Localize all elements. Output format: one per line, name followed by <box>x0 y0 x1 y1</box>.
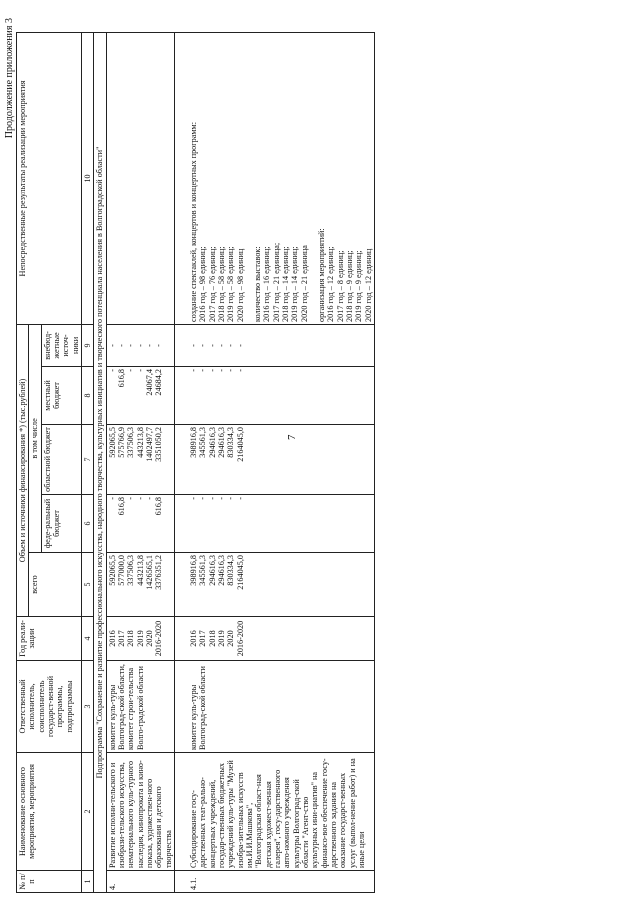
list-line: - <box>235 344 245 347</box>
col-number: 2 <box>82 753 94 871</box>
list-line: 398916,8 <box>188 555 198 586</box>
list-line: - <box>207 369 217 372</box>
list-line: - <box>198 344 208 347</box>
list-line: 294616,3 <box>207 555 217 586</box>
list-line: 2020 год – 98 единиц <box>235 248 245 322</box>
list-line: 2016-2020 <box>154 620 164 657</box>
header-name: Наименование основного мероприятия, мероприятия <box>17 753 82 871</box>
appendix-caption: Продолжение приложения 3 <box>4 18 15 139</box>
total-amount <box>174 553 374 617</box>
list-line: 2017 год – 8 единиц; <box>335 250 345 322</box>
years <box>174 617 374 661</box>
list-line: 830334,3 <box>226 427 236 458</box>
header-local: местный бюджет <box>41 367 81 425</box>
list-line: - <box>144 344 154 347</box>
executor: комитет куль-туры Волгоград-ской области, комитет строи-тельства Волго-градской области <box>106 661 174 753</box>
table-row <box>174 32 374 892</box>
col-number: 4 <box>82 617 94 661</box>
list-line: - <box>107 369 117 372</box>
financing-table <box>16 32 375 893</box>
col-number: 1 <box>82 871 94 893</box>
list-line: 2018 год – 14 единиц; <box>281 246 291 322</box>
list-line: 575766,9 <box>116 427 126 458</box>
list-line: 2016 <box>107 630 117 647</box>
list-line: - <box>226 497 236 500</box>
list-line: количество выставок: <box>252 246 262 322</box>
list-line: 2019 год – 58 единиц; <box>226 246 236 322</box>
regional-amount <box>106 425 174 495</box>
list-line: 2018 <box>207 630 217 647</box>
page-number: 7 <box>286 434 298 440</box>
list-line: 2017 год – 76 единиц; <box>207 246 217 322</box>
list-line: создание спектаклей, концертов и концертных программ: <box>188 122 198 322</box>
list-line: 2017 <box>198 630 208 647</box>
list-line: 398916,8 <box>188 427 198 458</box>
col-number: 9 <box>82 324 94 366</box>
list-line: 2016 год – 98 единиц; <box>198 246 208 322</box>
list-line: 592065,5 <box>107 427 117 458</box>
row-number: 4. <box>106 871 174 893</box>
row-number: 4.1. <box>174 871 374 893</box>
list-line: 2020 <box>226 630 236 647</box>
list-line: - <box>216 497 226 500</box>
list-line: 345561,3 <box>198 427 208 458</box>
list-line: - <box>235 369 245 372</box>
list-line: 2016-2020 <box>235 620 245 657</box>
col-number: 7 <box>82 425 94 495</box>
regional-amount <box>174 425 374 495</box>
executor: комитет куль-туры Волгоград-ской области <box>174 661 374 753</box>
list-line: - <box>135 369 145 372</box>
list-line: - <box>154 344 164 347</box>
list-line: 616,8 <box>116 497 126 516</box>
list-line: 294616,3 <box>216 555 226 586</box>
list-line: 2019 <box>135 630 145 647</box>
years <box>106 617 174 661</box>
list-line: 24067,4 <box>144 369 154 396</box>
header-num: № п/п <box>17 871 82 893</box>
col-number: 5 <box>82 553 94 617</box>
col-number: 8 <box>82 367 94 425</box>
list-line: 2020 <box>144 630 154 647</box>
list-line: - <box>135 344 145 347</box>
list-line: 592065,5 <box>107 555 117 586</box>
list-line: - <box>135 497 145 500</box>
list-line: 443213,8 <box>135 427 145 458</box>
result <box>174 32 374 324</box>
list-line: 2018 год – 9 единиц; <box>345 250 355 322</box>
list-line: 2018 <box>126 630 136 647</box>
header-in-that: в том числе <box>29 324 41 552</box>
list-line: - <box>126 369 136 372</box>
list-line <box>309 35 317 322</box>
list-line: 2020 год – 12 единиц <box>363 248 373 322</box>
list-line: 616,8 <box>154 497 164 516</box>
list-line: 2018 год – 58 единиц; <box>216 246 226 322</box>
list-line: 2019 год – 9 единиц; <box>354 250 364 322</box>
list-line: 830334,3 <box>226 555 236 586</box>
list-line: - <box>107 497 117 500</box>
list-line: 2017 год – 21 единица; <box>271 242 281 322</box>
header-total: всего <box>29 553 82 617</box>
list-line: - <box>126 497 136 500</box>
activity-name: Субсидирование госу-дарственных теат-рально-концертных учреждений, государ-ственных бюджетных учреждений куль-туры "Музей изобра-зительных искусств им.И.И.Машкова", "Волгоградская област-ная детская художест-венная галерея", госу-дарственного авто-номного учреждения культуры Волгоград-ской области "Агент-ство культурных ини-циатив" на финансо-вое обеспечение госу-дарственного задания на оказание государст-венных услуг (выпол-нение работ) и на иные цели <box>174 753 374 871</box>
federal-amount <box>174 495 374 553</box>
header-result: Непосредственные результаты реализации мероприятия <box>17 32 82 324</box>
list-line: 577000,0 <box>116 555 126 586</box>
list-line: 2016 год – 16 единиц; <box>262 246 272 322</box>
header-financing: Объем и источники финансирования *) (тыс.рублей) <box>17 324 29 616</box>
list-line: 2016 год – 12 единиц; <box>326 246 336 322</box>
list-line: - <box>207 344 217 347</box>
result <box>106 32 174 324</box>
extra-amount <box>106 324 174 366</box>
header-regional: областной бюджет <box>41 425 81 495</box>
list-line: 3376351,2 <box>154 555 164 590</box>
list-line: - <box>207 497 217 500</box>
list-line: - <box>188 497 198 500</box>
table-row <box>106 32 174 892</box>
list-line: - <box>188 344 198 347</box>
list-line: 337506,3 <box>126 555 136 586</box>
extra-amount <box>174 324 374 366</box>
list-line: - <box>116 344 126 347</box>
list-line: 294616,3 <box>216 427 226 458</box>
list-line: - <box>235 497 245 500</box>
list-line: - <box>107 344 117 347</box>
list-line: 1402497,7 <box>144 427 154 462</box>
list-line: 2017 <box>116 630 126 647</box>
list-line: - <box>226 344 236 347</box>
list-line: 616,8 <box>116 369 126 388</box>
local-amount <box>106 367 174 425</box>
list-line: 294616,3 <box>207 427 217 458</box>
total-amount <box>106 553 174 617</box>
list-line: 2164045,0 <box>235 427 245 462</box>
list-line: 443213,8 <box>135 555 145 586</box>
list-line: - <box>216 369 226 372</box>
col-number: 3 <box>82 661 94 753</box>
col-number: 10 <box>82 32 94 324</box>
col-number: 6 <box>82 495 94 553</box>
list-line: 1426565,1 <box>144 555 154 590</box>
list-line: - <box>188 369 198 372</box>
list-line: - <box>226 369 236 372</box>
list-line: - <box>198 369 208 372</box>
header-year: Год реали-зации <box>17 617 82 661</box>
list-line: - <box>198 497 208 500</box>
activity-name: Развитие исполни-тельского и изобрази-тельского искусства, нематериального куль-турного наследия, кинопроката и кино-показа, художествен-ного образования и детского творчества <box>106 753 174 871</box>
list-line: 345561,3 <box>198 555 208 586</box>
local-amount <box>174 367 374 425</box>
list-line: 2016 <box>188 630 198 647</box>
header-federal: феде-ральный бюджет <box>41 495 81 553</box>
list-line: 24684,2 <box>154 369 164 396</box>
header-executor: Ответственный исполнитель, соисполнитель государст-венной программы, подпрограммы <box>17 661 82 753</box>
list-line: - <box>216 344 226 347</box>
list-line <box>245 35 253 322</box>
federal-amount <box>106 495 174 553</box>
list-line: - <box>144 497 154 500</box>
list-line: - <box>126 344 136 347</box>
list-line: организация мероприятий: <box>317 228 327 322</box>
list-line: 3351050,2 <box>154 427 164 462</box>
list-line: 2019 год – 14 единиц; <box>290 246 300 322</box>
list-line: 337506,3 <box>126 427 136 458</box>
list-line: 2164045,0 <box>235 555 245 590</box>
list-line: 2019 <box>216 630 226 647</box>
list-line: 2020 год – 21 единица <box>299 245 309 322</box>
subprogram-title: Подпрограмма "Сохранение и развитие профессионального искусства, народного творчества, культурных инициатив и творческого потенциала населения в Волгоградской области" <box>94 32 106 892</box>
header-extra: внебюд-жетные источ-ники <box>41 324 81 366</box>
